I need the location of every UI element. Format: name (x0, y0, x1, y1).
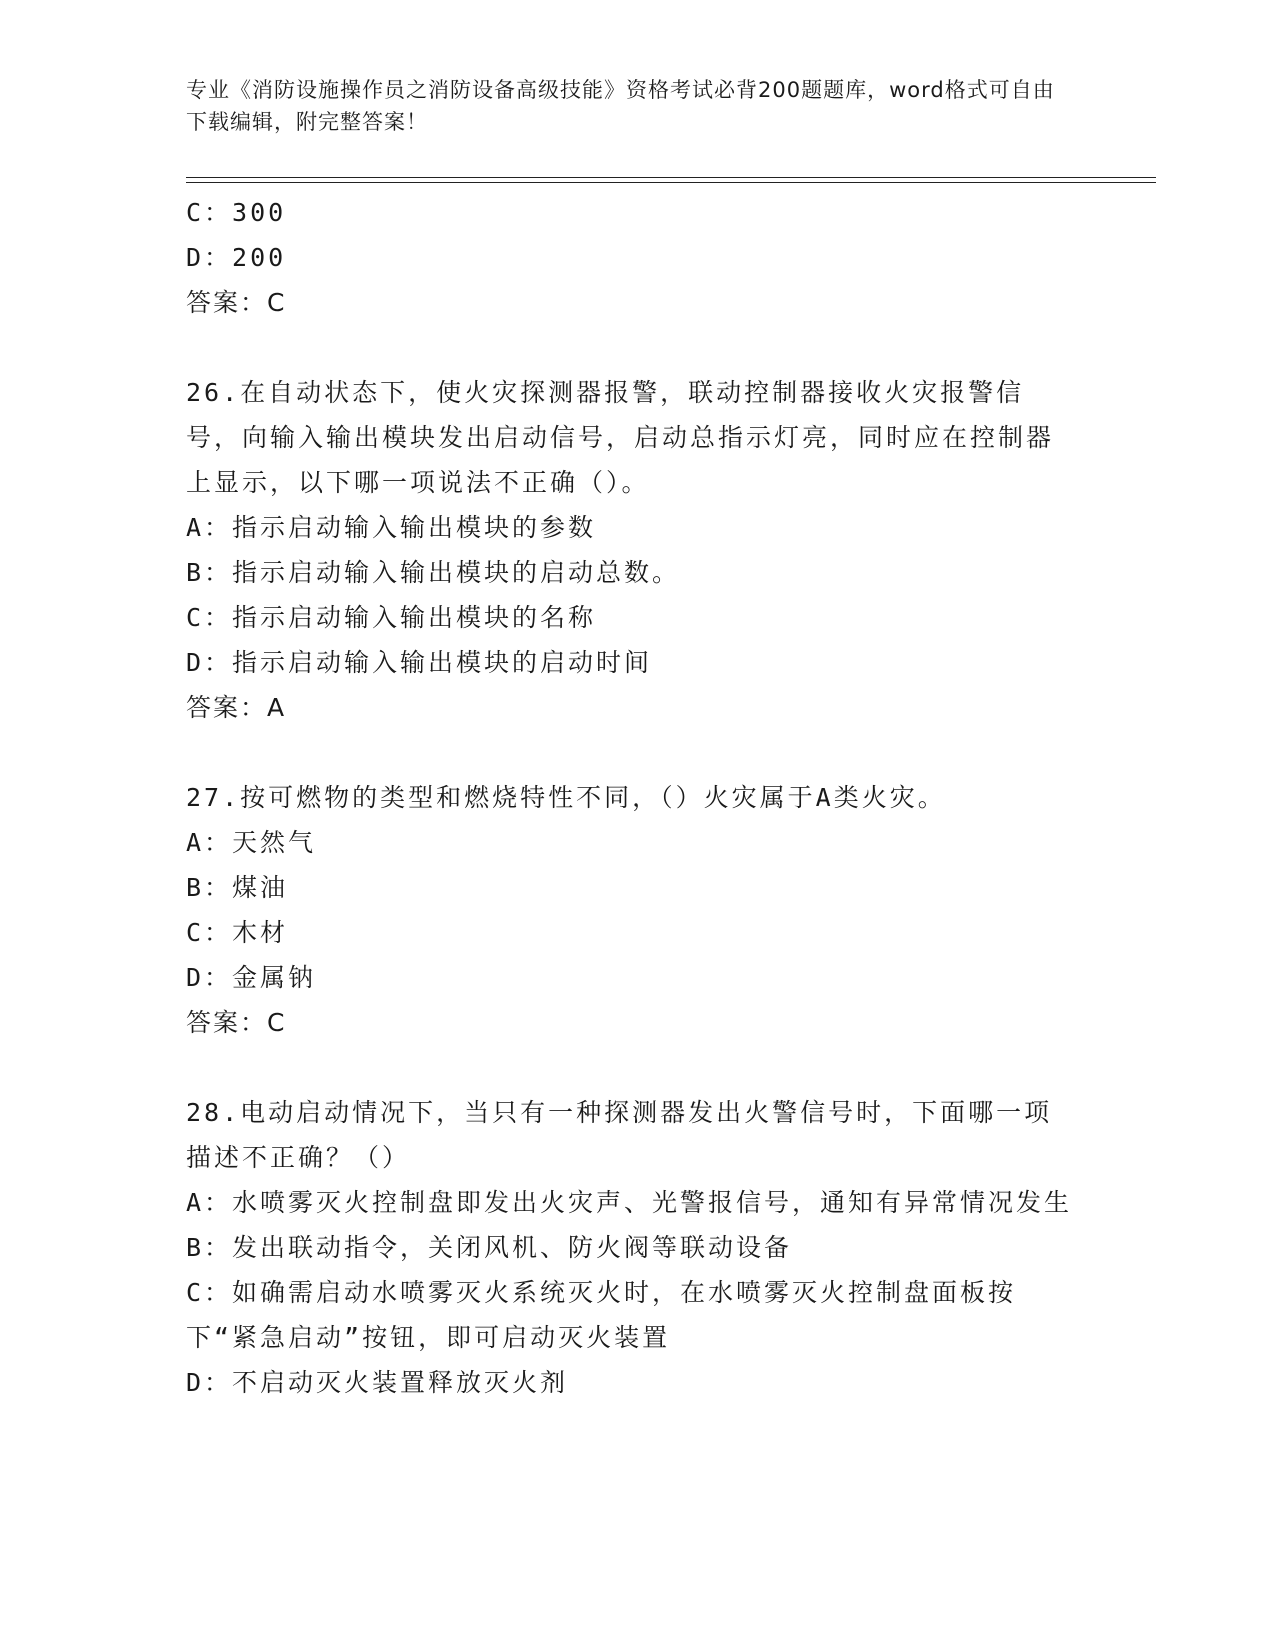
answer-line: 答案：A (186, 693, 287, 722)
option-a: A：指示启动输入输出模块的参数 (186, 513, 597, 542)
question-28 (186, 1090, 1086, 1405)
option-b: B：发出联动指令，关闭风机、防火阀等联动设备 (186, 1233, 793, 1262)
answer-line: 答案：C (186, 288, 287, 317)
header-divider-top (186, 177, 1156, 178)
spacer (186, 730, 1086, 775)
answer-line: 答案：C (186, 1008, 287, 1037)
question-26 (186, 370, 1086, 730)
question-27 (186, 775, 1086, 1045)
option-a: A：水喷雾灭火控制盘即发出火灾声、光警报信号，通知有异常情况发生 (186, 1188, 1073, 1217)
option-b: B：指示启动输入输出模块的启动总数。 (186, 558, 681, 587)
option-c: C：指示启动输入输出模块的名称 (186, 603, 597, 632)
option-d: D：金属钠 (186, 963, 317, 992)
option-c: C：如确需启动水喷雾灭火系统灭火时，在水喷雾灭火控制盘面板按下“紧急启动”按钮，即可启动灭火装置 (186, 1278, 1017, 1352)
option-d: D：200 (186, 243, 287, 272)
option-d: D：指示启动输入输出模块的启动时间 (186, 648, 653, 677)
question-stem: 28.电动启动情况下，当只有一种探测器发出火警信号时，下面哪一项描述不正确？（） (186, 1098, 1053, 1172)
question-25-continuation (186, 190, 1086, 325)
header-divider-bottom (186, 182, 1156, 183)
option-c: C：300 (186, 198, 287, 227)
option-d: D：不启动灭火装置释放灭火剂 (186, 1368, 569, 1397)
spacer (186, 1045, 1086, 1090)
document-header: 专业《消防设施操作员之消防设备高级技能》资格考试必背200题题库，word格式可自由下载编辑，附完整答案！ (186, 78, 1055, 134)
spacer (186, 325, 1086, 370)
question-stem: 27.按可燃物的类型和燃烧特性不同，（）火灾属于A类火灾。 (186, 783, 946, 812)
document-body (186, 190, 1086, 1405)
option-a: A：天然气 (186, 828, 317, 857)
option-b: B：煤油 (186, 873, 289, 902)
option-c: C：木材 (186, 918, 289, 947)
question-stem: 26.在自动状态下，使火灾探测器报警，联动控制器接收火灾报警信号，向输入输出模块发出启动信号，启动总指示灯亮，同时应在控制器上显示，以下哪一项说法不正确（）。 (186, 378, 1055, 497)
